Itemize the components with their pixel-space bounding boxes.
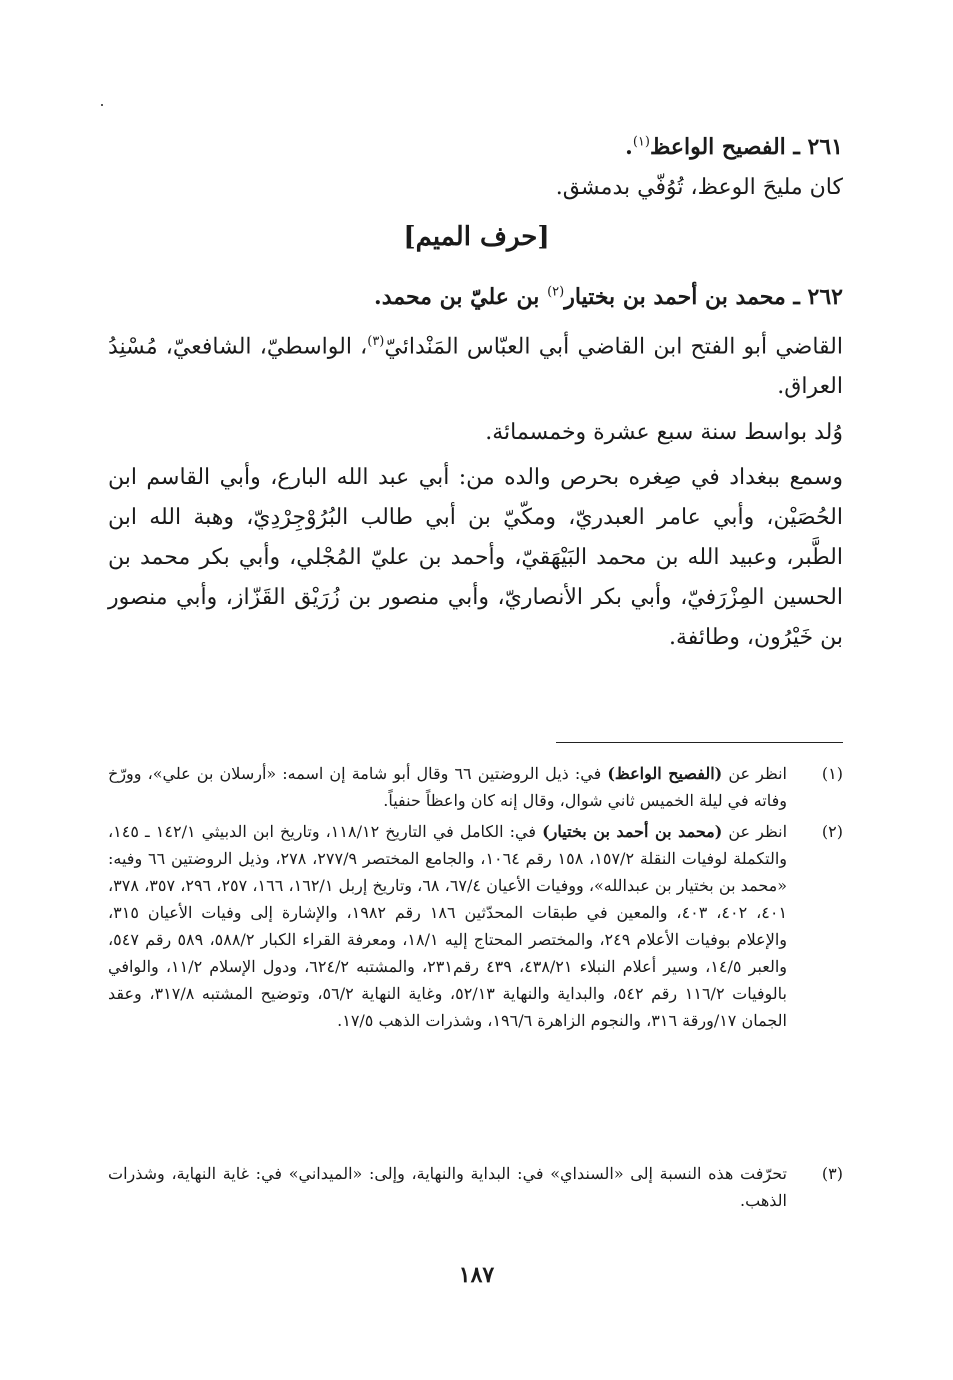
entry-262-title-end: بن عليّ بن محمد. xyxy=(374,284,548,310)
entry-261-title: ٢٦١ ـ الفصيح الواعظ xyxy=(649,134,843,160)
entry-261-text: كان مليحَ الوعظ، تُوُفّي بدمشق. xyxy=(555,175,843,200)
footnote-ref-1[interactable]: (١) xyxy=(632,134,650,150)
footnote-number: (١) xyxy=(821,764,843,783)
footnote-subject: (محمد بن أحمد بن بختيار) xyxy=(542,822,723,841)
entry-261-heading xyxy=(108,134,843,160)
footnote-ref-3[interactable]: (٣) xyxy=(367,334,385,349)
footnote-3 xyxy=(108,1160,843,1214)
footnote-ref-2[interactable]: (٢) xyxy=(547,284,565,300)
footnote-subject: (الفصيح الواعظ) xyxy=(607,764,723,783)
footnote-number: (٢) xyxy=(821,822,843,841)
footnote-text-post: في: الكامل في التاريخ ١١٨/١٢، وتاريخ ابن الدبيثي ١٤٢/١ ـ ١٤٥، والتكملة لوفيات النقلة ١٥٧/٢، ١٥٨ رقم ١٠٦٤، والجامع المختصر ٢٧٧/٩، ٢٧٨، وذيل الروضتين ٦٦ وفيه: «محمد بن بختيار بن عبدالله»، ووفيات الأعيان ٦٧/٤، ٦٨، وتاريخ إربل ١٦٢/١، ١٦٦، ٢٥٧، ٢٩٦، ٣٥٧، ٣٧٨، ٤٠١، ٤٠٢، ٤٠٣، والمعين في طبقات المحدّثين ١٨٦ رقم ١٩٨٢، والإشارة إلى وفيات الأعيان ٣١٥، والإعلام بوفيات الأعلام ٢٤٩، والمختصر المحتاج إليه ١٨/١، ومعرفة القراء الكبار ٥٨٨/٢، ٥٨٩ رقم ٥٤٧، والعبر ١٤/٥، وسير أعلام النبلاء ٤٣٨/٢١، ٤٣٩ رقم٢٣١، والمشتبه ٦٢٤/٢، ودول الإسلام ١١/٢، والوافي بالوفيات ١١٦/٢ رقم ٥٤٢، والبداية والنهاية ٥٢/١٣، وغاية النهاية ٥٦/٢، وتوضيح المشتبه ٣١٧/٨، وعقد الجمان ١٧/ورقة ٣١٦، والنجوم الزاهرة ١٩٦/٦، وشذرات الذهب ١٧/٥. xyxy=(108,822,788,1030)
entry-262-intro-start: القاضي أبو الفتح ابن القاضي أبي العبّاس المَنْدائيّ xyxy=(384,334,843,360)
entry-262-teachers: وسمع ببغداد في صِغره بحرص والده من: أبي عبد الله البارع، وأبي القاسم ابن الحُصَيْن، وأبي عامر العبدريّ، ومكّيّ بن أبي طالب البُرُوْجِرْدِيّ، وهبة الله ابن الطَّبر، وعبيد الله بن محمد البَيْهَقيّ، وأحمد بن عليّ المُجْلي، وأبي بكر محمد بن الحسين المِزْرَفيّ، وأبي بكر الأنصاريّ، وأبي منصور بن زُرَيْق القَزّاز، وأبي منصور بن خَيْرُون، وطائفة. xyxy=(108,465,843,650)
entry-262-birth: وُلد بواسط سنة سبع عشرة وخمسمائة. xyxy=(485,420,843,445)
scan-speck xyxy=(101,104,103,106)
footnote-text-pre: انظر عن xyxy=(722,764,787,783)
footnote-text xyxy=(108,760,787,814)
entry-262-intro-end: ، الواسطيّ، الشافعيّ، مُسْنِدُ العراق. xyxy=(108,334,843,400)
entry-262-intro xyxy=(108,322,843,407)
section-title: [حرف الميم] xyxy=(403,222,550,252)
footnote-text xyxy=(108,818,787,1034)
footnote-text xyxy=(108,1160,787,1214)
footnote-2 xyxy=(108,818,843,1034)
footnote-1 xyxy=(108,760,843,814)
entry-261-title-end: . xyxy=(625,134,633,160)
footnote-separator xyxy=(556,742,843,743)
entry-262-title: ٢٦٢ ـ محمد بن أحمد بن بختيار xyxy=(564,284,843,310)
footnote-number: (٣) xyxy=(821,1164,843,1183)
page-number: ١٨٧ xyxy=(458,1262,495,1288)
footnote-text-pre: تحرّفت هذه النسبة إلى «السنداي» في: البداية والنهاية، وإلى: «الميداني» في: غاية النهاية، وشذرات الذهب. xyxy=(108,1164,787,1210)
footnote-text-pre: انظر عن xyxy=(722,822,788,841)
entry-262-heading xyxy=(108,284,843,310)
footnote-text-post: في: ذيل الروضتين ٦٦ وقال أبو شامة إن اسمه: «أرسلان بن علي»، وورّخ وفاته في ليلة الخميس ثاني شوال، وقال إنه كان واعظاً حنفياً. xyxy=(108,764,787,810)
